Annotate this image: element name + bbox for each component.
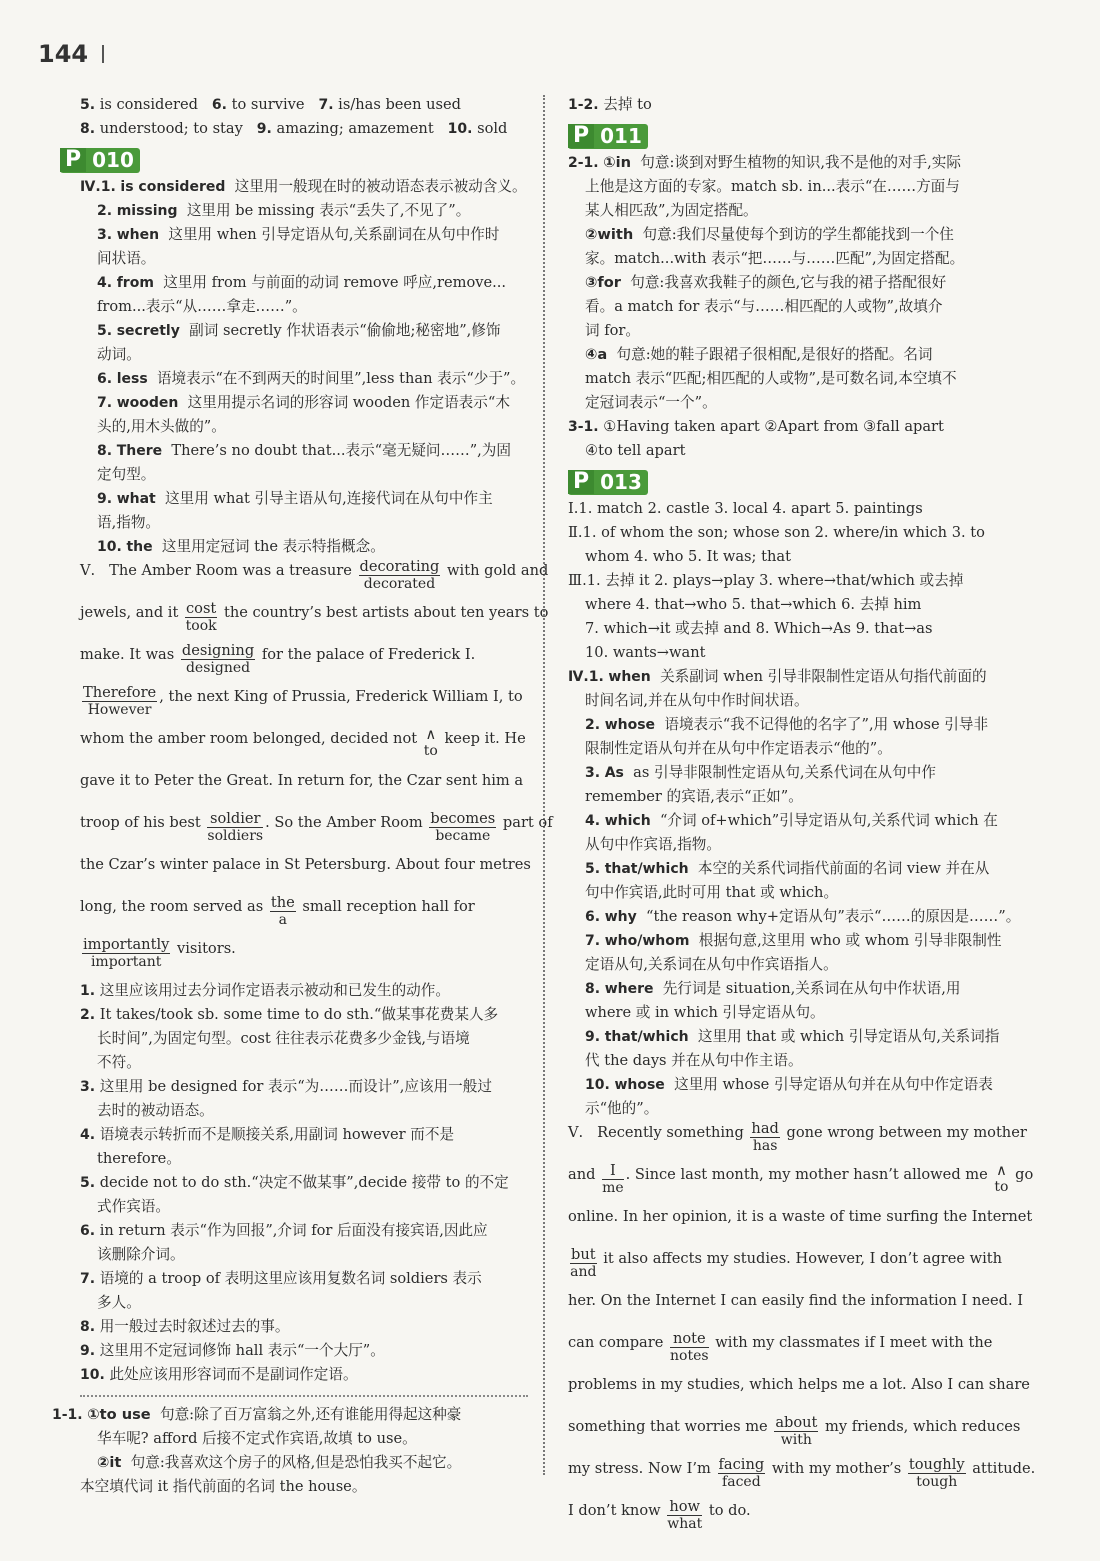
answer-item: 6. less 语境表示“在不到两天的时间里”,less than 表示“少于”。: [97, 370, 526, 387]
p011-answers: 2-1. ①in 句意:谈到对野生植物的知识,我不是他的对手,实际 上他是这方面的专家。match sb. in...表示“在……方面与 某人相匹敌”,为固定搭配。 ②with 句意:我们尽量使每个到访的学生都能找到一个住 家。match...with 表示“把……与……匹配”,为固定搭配。 ③for 句意:我喜欢我鞋子的颜色,它与我的裙子搭配很好 看。a match for 表示“与……相匹配的人或物”,故填介 词 for。 ④a 句意:她的鞋子跟裙子很相配,是很好的搭配。名词 match 表示“匹配;相匹配的人或物”,是可数名词,本空填不 定冠词表示“一个”。 3-1. ①Having taken apart ②Apart from ③fall apart ④to tell apart: [568, 154, 965, 459]
answer-item: 7. wooden 这里用提示名词的形容词 wooden 作定语表示“木 头的,用木头做的”。: [97, 394, 510, 435]
corrected-word: $\frac{I}{me}$: [602, 1162, 624, 1196]
section-separator: [80, 1395, 528, 1397]
page-badge: P 010: [60, 148, 140, 173]
correction-notes: 1. 这里应该用过去分词作定语表示被动和已发生的动作。 2. It takes/took sb. some time to do sth.“做某事花费某人多 长时间”,为固定句型。cost 往往表示花费多少金钱,与语境 不符。 3. 这里用 be designed for 表示“为……而设计”,应该用一般过 去时的被动语态。 4. 语境表示转折而不是顺接关系,用副词 however 而不是 therefore。 5. decide not to do sth.“决定不做某事”,decide 接带 to 的不定 式作宾语。 6. in return 表示“作为回报”,介词 for 后面没有接宾语,因此应 该删除介词。 7. 语境的 a troop of 表明这里应该用复数名词 soldiers 表示 多人。 8. 用一般过去时叙述过去的事。 9. 这里用不定冠词修饰 hall 表示“一个大厅”。 10. 此处应该用形容词而不是副词作定语。: [80, 982, 509, 1383]
insert-caret: ∧ to: [994, 1162, 1009, 1195]
corrected-word: Therefore However: [83, 684, 157, 718]
answer-item: 4. from 这里用 from 与前面的动词 remove 呼应,remove... from...表示“从……拿走……”。: [97, 274, 507, 315]
header-divider: [102, 45, 104, 63]
answer-line: 5. is considered 6. to survive 7. is/has been used: [80, 96, 461, 113]
p010-extension: 1-1. ①to use 句意:除了百万富翁之外,还有谁能用得起这种豪 华车呢? afford 后接不定式作宾语,故填 to use。 ②it 句意:我喜欢这个房子的风格,但是恐怕我买不起它。 本空填代词 it 指代前面的名词 the house。: [52, 1406, 462, 1495]
corrected-word: had has: [751, 1120, 779, 1154]
corrected-word: soldier soldiers: [207, 810, 264, 844]
answer-line: 8. understood; to stay 9. amazing; amazement 10. sold: [80, 120, 508, 137]
answer-line: 1-2. 去掉 to: [568, 96, 652, 113]
section-p011: [568, 123, 1038, 149]
answer-item: 9. what 这里用 what 引导主语从句,连接代词在从句中作主 语,指物。: [97, 490, 493, 531]
section-p013: [568, 469, 1038, 495]
corrected-word: the a: [270, 894, 295, 928]
answer-item: 2. missing 这里用 be missing 表示“丢失了,不见了”。: [97, 202, 471, 219]
section-p010: [60, 147, 528, 173]
corrected-word: importantly important: [83, 936, 170, 970]
page-badge: P 013: [568, 470, 648, 495]
left-column: [52, 93, 553, 1499]
corrected-word: toughly tough: [908, 1456, 965, 1490]
corrected-word: facing faced: [718, 1456, 765, 1490]
corrected-word: designing designed: [181, 642, 255, 676]
insert-caret: ∧ to: [423, 726, 438, 759]
answer-item: Ⅳ.1. is considered 这里用一般现在时的被动语态表示被动含义。: [80, 178, 527, 195]
column-divider: [543, 95, 545, 1475]
page-badge: P 011: [568, 124, 648, 149]
corrected-word: becomes became: [430, 810, 496, 844]
page-header: [38, 40, 104, 68]
correction-passage: Ⅴ. The Amber Room was a treasure decorating decorated with gold and jewels, and it cost took the country’s best artists about ten years to make. It was designing designed for the palace of Frederick Ⅰ. Therefore However , the next King of Prussia, Frederick William Ⅰ, to whom the amber room belonged, decided not ∧ to keep it. He gave it to Peter the Great. In return for, the Czar sent him a troop of his best soldier soldiers . So the Amber Room becomes became part of the Czar’s winter palace in St Petersburg. About four metres long, the room served as the a small reception hall for importantly important visitors.: [80, 558, 553, 970]
answer-item: 10. the 这里用定冠词 the 表示特指概念。: [97, 538, 385, 555]
corrected-word: how what: [667, 1498, 703, 1532]
answer-item: 5. secretly 副词 secretly 作状语表示“偷偷地;秘密地”,修饰 动词。: [97, 322, 501, 363]
p010-answers: [80, 175, 528, 559]
right-column: [568, 93, 1038, 1541]
corrected-word: cost took: [185, 600, 217, 634]
correction-passage: Ⅴ. Recently something had has gone wrong between my mother and $\frac{I}{me}$ . Since last month, my mother hasn’t allowed me ∧ to go online. In her opinion, it is a waste of time surfing the Internet but and it also affects my studies. However, I don’t agree with her. On the Internet I can easily find the information I need. I can compare note notes with my classmates if I meet with the problems in my studies, which helps me a lot. Also I can share something that worries me about with my friends, which reduces my stress. Now I’m facing faced with my mother’s toughly tough attitude. I don’t know how what to do.: [568, 1120, 1036, 1532]
p013-answers: Ⅰ.1. match 2. castle 3. local 4. apart 5. paintings Ⅱ.1. of whom the son; whose son 2. where/in which 3. to whom 4. who 5. It was; that Ⅲ.1. 去掉 it 2. plays→play 3. where→that/which 或去掉 where 4. that→who 5. that→which 6. 去掉 him 7. which→it 或去掉 and 8. Which→As 9. that→as 10. wants→want Ⅳ.1. when 关系副词 when 引导非限制性定语从句指代前面的 时间名词,并在从句中作时间状语。 2. whose 语境表示“我不记得他的名字了”,用 whose 引导非 限制性定语从句并在从句中作定语表示“他的”。 3. As as 引导非限制性定语从句,关系代词在从句中作 remember 的宾语,表示“正如”。 4. which “介词 of+which”引导定语从句,关系代词 which 在 从句中作宾语,指物。 5. that/which 本空的关系代词指代前面的名词 view 并在从 句中作宾语,此时可用 that 或 which。 6. why “the reason why+定语从句”表示“……的原因是……”。 7. who/whom 根据句意,这里用 who 或 whom 引导非限制性 定语从句,关系词在从句中作宾语指人。 8. where 先行词是 situation,关系词在从句中作状语,用 where 或 in which 引导定语从句。 9. that/which 这里用 that 或 which 引导定语从句,关系词指 代 the days 并在从句中作主语。 10. whose 这里用 whose 引导定语从句并在从句中作定语表 示“他的”。: [568, 500, 1021, 1117]
page-number: 144: [38, 40, 89, 68]
corrected-word: about with: [775, 1414, 818, 1448]
corrected-word: decorating decorated: [359, 558, 440, 592]
answer-item: 3. when 这里用 when 引导定语从句,关系副词在从句中作时 间状语。: [97, 226, 500, 267]
corrected-word: note notes: [670, 1330, 709, 1364]
corrected-word: but and: [570, 1246, 597, 1280]
answer-item: 8. There There’s no doubt that...表示“毫无疑问……”,为固 定句型。: [97, 442, 511, 483]
